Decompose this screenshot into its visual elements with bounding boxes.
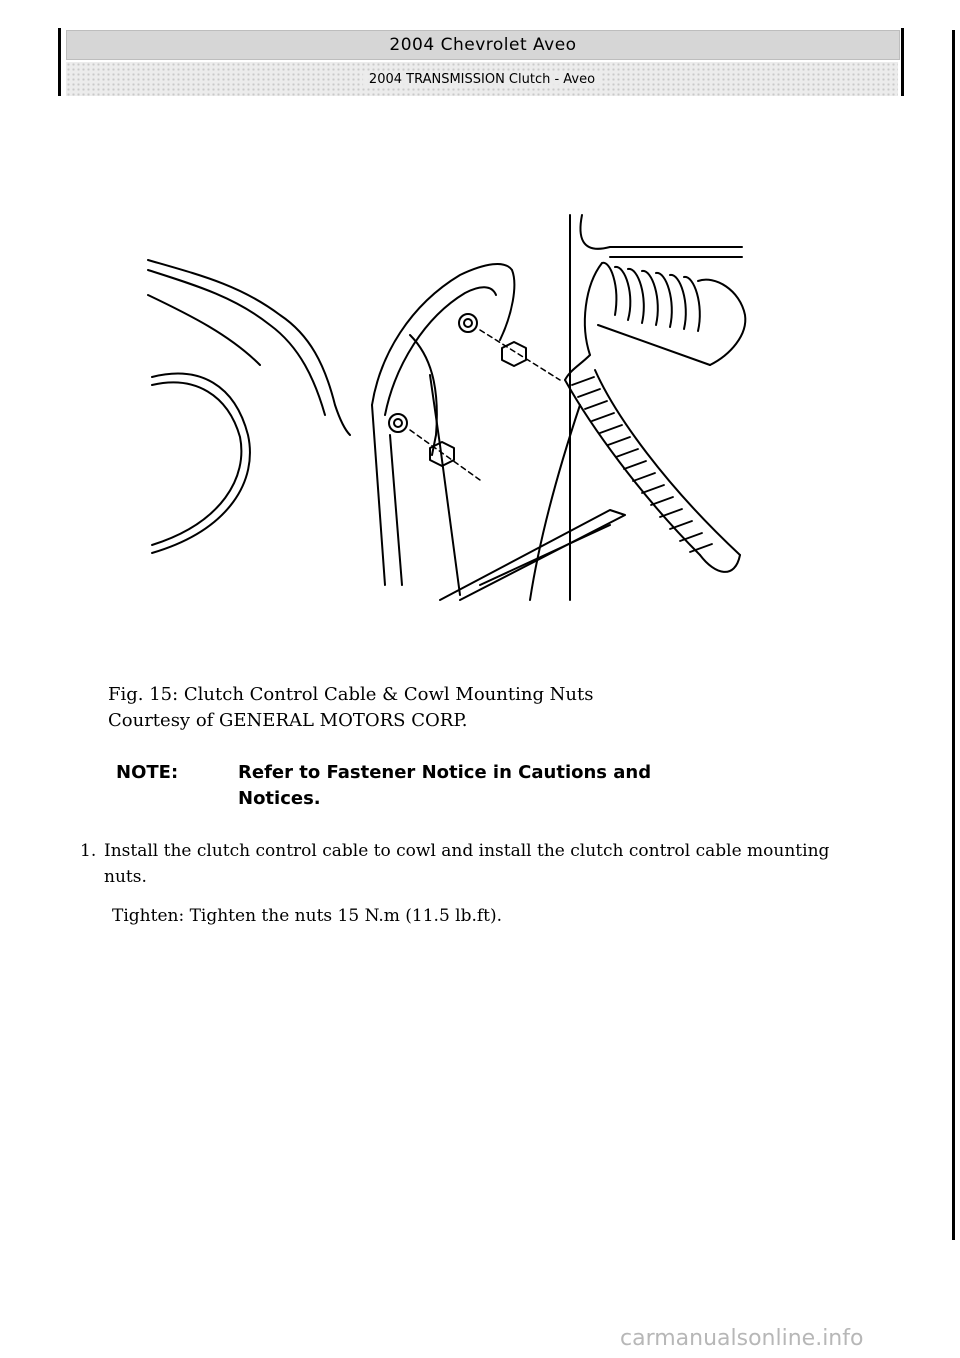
document-subtitle [66,62,898,96]
step-number: 1. [80,841,97,861]
cowl-panel-b [580,215,610,249]
housing-outline [148,260,350,435]
figure-caption-credit: Courtesy of GENERAL MOTORS CORP. [108,710,468,731]
bracket-arm-inner [390,435,402,585]
cowl-edge [530,405,580,600]
watermark: carmanualsonline.info [620,1326,864,1351]
upper-stud [459,314,477,332]
lower-leader [410,430,480,480]
lower-frame-b [480,525,610,585]
clutch-cable-illustration [140,205,770,605]
step-text: Install the clutch control cable to cowl and install the clutch control cable mounting nuts. [104,841,830,887]
lower-stud-hole [394,419,402,427]
lower-stud [389,414,407,432]
upper-leader [480,330,560,380]
bracket-arch-inner [385,287,496,415]
document-title: 2004 Chevrolet Aveo [66,30,900,60]
housing-rim [148,295,260,365]
housing-outline-inner [148,270,325,415]
tighten-spec: Tighten: Tighten the nuts 15 N.m (11.5 lb.ft). [112,906,503,926]
figure-caption [108,682,594,734]
bracket-lower-b [430,375,460,595]
coiled-cable [565,355,740,572]
note-label: NOTE: [116,762,179,783]
page-edge-rule [952,30,955,1240]
figure-caption-title: Fig. 15: Clutch Control Cable & Cowl Mounting Nuts [108,684,594,705]
dome-outline [152,374,250,553]
header-left-rule [58,28,61,96]
bracket-arm [372,405,385,585]
upper-stud-hole [464,319,472,327]
dome-outline-inner [152,382,241,545]
document-subtitle-text: 2004 TRANSMISSION Clutch - Aveo [363,72,601,87]
note-text: Refer to Fastener Notice in Cautions and Notices. [238,762,652,809]
cable-boot [585,263,745,365]
header-right-rule [901,28,904,96]
